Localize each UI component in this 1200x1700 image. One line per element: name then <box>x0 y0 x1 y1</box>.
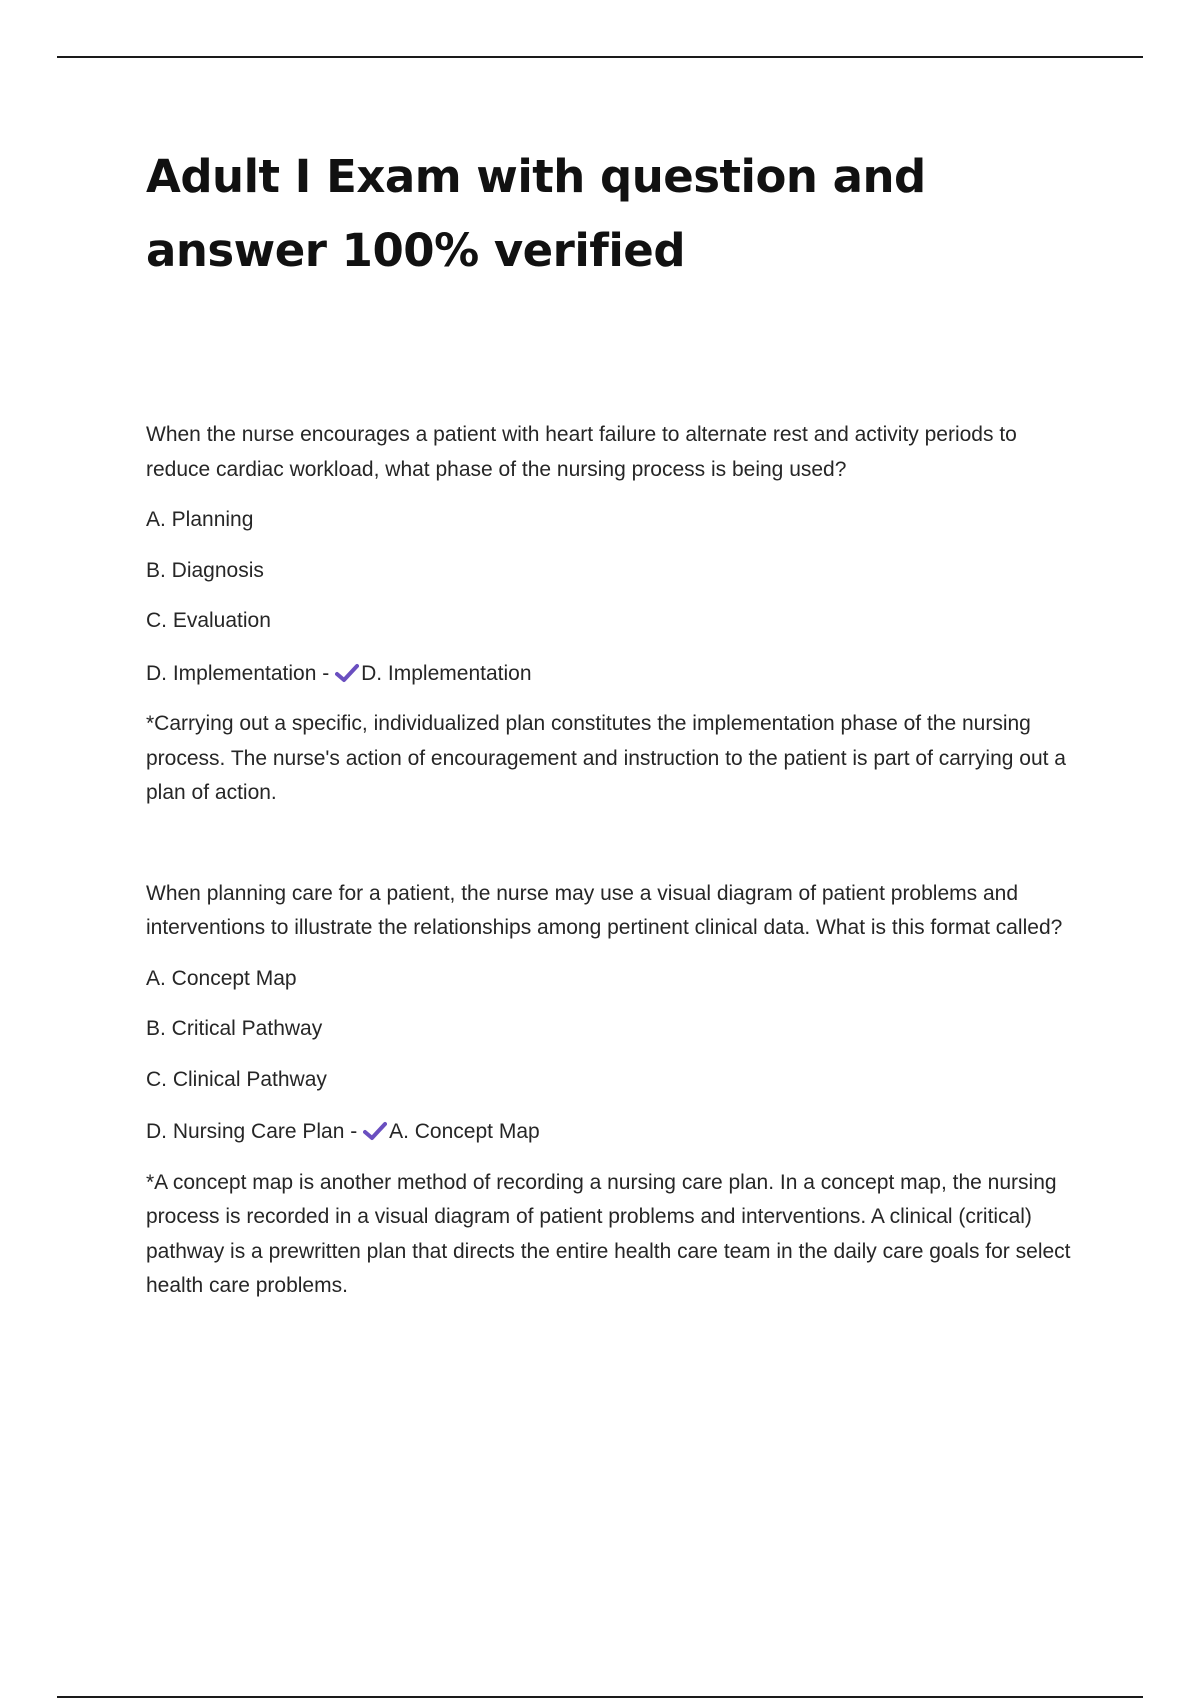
check-icon <box>335 663 359 683</box>
rationale: *Carrying out a specific, individualized plan constitutes the implementation phase of the nursing process. The nurse's action of encouragement and instruction to the patient is part of carrying out a plan of action. <box>146 712 1066 804</box>
rationale: *A concept map is another method of recording a nursing care plan. In a concept map, the nursing process is recorded in a visual diagram of patient problems and interventions. A clinical (critical) pathway is a prewritten plan that directs the entire health care team in the daily care goals for select health care problems. <box>146 1170 1071 1297</box>
question-text: When the nurse encourages a patient with heart failure to alternate rest and activity periods to reduce cardiac workload, what phase of the nursing process is being used? <box>146 423 1017 481</box>
option-c: C. Clinical Pathway <box>146 1067 327 1091</box>
correct-answer: D. Implementation <box>361 661 532 685</box>
check-icon <box>363 1121 387 1141</box>
option-a: A. Concept Map <box>146 966 297 990</box>
option-d: D. Implementation - <box>146 661 330 685</box>
option-d-with-answer <box>146 1115 1086 1150</box>
option-d-with-answer <box>146 657 1086 692</box>
option-d: D. Nursing Care Plan - <box>146 1120 358 1143</box>
bottom-rule <box>57 1696 1143 1698</box>
question-text: When planning care for a patient, the nurse may use a visual diagram of patient problems and interventions to illustrate the relationships among pertinent clinical data. What is this format called? <box>146 881 1063 939</box>
option-b: B. Critical Pathway <box>146 1017 323 1040</box>
question-1 <box>146 418 1086 811</box>
top-rule <box>57 56 1143 58</box>
option-b: B. Diagnosis <box>146 558 264 582</box>
page-content <box>146 140 1086 1304</box>
document-title: Adult I Exam with question and answer 100% verified <box>146 150 926 277</box>
option-c: C. Evaluation <box>146 609 271 632</box>
correct-answer: A. Concept Map <box>389 1120 540 1143</box>
question-2 <box>146 877 1086 1304</box>
option-a: A. Planning <box>146 508 254 531</box>
